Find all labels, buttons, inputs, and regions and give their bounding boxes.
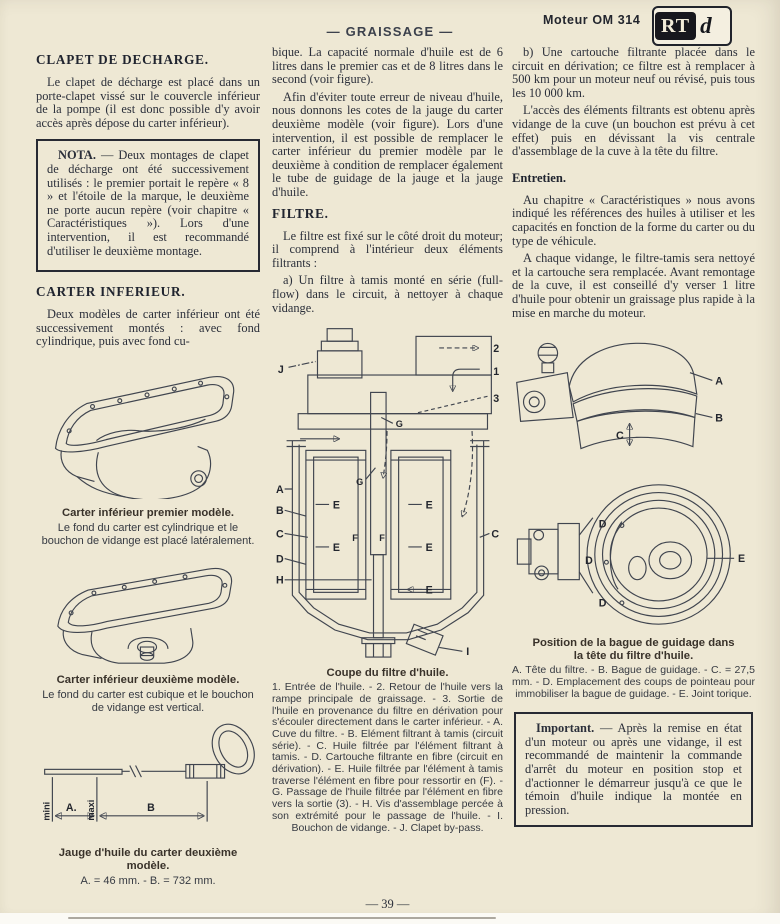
carter-paragraph: Deux modèles de carter inférieur ont été successivement montés : avec fond cylindrique, puis avec fond cu- [36, 307, 260, 349]
label-port-3: 3 [492, 393, 499, 406]
label-huile-c-right: C [490, 528, 499, 541]
filter-figure-caption: Coupe du filtre d'huile. [326, 667, 449, 680]
right-column [512, 46, 755, 827]
nota-text [47, 149, 249, 258]
left-column [36, 46, 260, 894]
label-port-1: 1 [492, 366, 499, 379]
heading-filtre: FILTRE. [272, 205, 329, 221]
jauge-paragraph: Afin d'éviter toute erreur de niveau d'huile, nous donnons les cotes de la jauge du carter deuxième modèle (voir figure). Lors d'une intervention, il est possible de remplacer le carter inférieur du premier modèle par le deuxième à condition de remplacer également le tube de guidage de la jauge et la jauge d'huile. [272, 89, 503, 199]
nota-label: NOTA. [58, 148, 96, 163]
oil-pan-first-model-drawing [39, 353, 257, 499]
label-bouchon-i: I [465, 646, 469, 659]
dipstick-drawing [36, 721, 269, 839]
figure-carter-premier-modele [36, 353, 260, 504]
label-pointeau-d: D [598, 597, 607, 610]
label-huile-e: E [332, 541, 340, 554]
figure3-caption: Jauge d'huile du carter deuxième modèle. [58, 846, 238, 872]
figure-coupe-filtre [272, 319, 503, 664]
filtre-paragraph: Le filtre est fixé sur le côté droit du moteur; il comprend à l'intérieur deux éléments filtrants : [272, 228, 503, 270]
dipstick-label-a: A. [65, 801, 77, 814]
oil-filter-cross-section-drawing [273, 319, 503, 659]
heading-clapet-de-decharge: CLAPET DE DECHARGE. [36, 52, 209, 67]
nota-body: — Deux montages de clapet de décharge ont été successivement utilisés : le premier portait le repère « 8 » et l'étoile de la marque, le deuxième ne porte aucun repère (voir chapitre « Caractéristiques »). Lors d'une intervention, il est recommandé d'utiliser le deuxième montage. [47, 148, 249, 258]
label-port-2: 2 [492, 342, 499, 355]
bague-figure-legend: A. Tête du filtre. - B. Bague de guidage. - C. = 27,5 mm. - D. Emplacement des coups de pointeau pour immobiliser la bague de guidage. - E. Joint torique. [512, 664, 755, 700]
dipstick-label-b: B [147, 801, 155, 814]
label-passage-g2: G [355, 477, 363, 488]
filter-head-drawing [512, 324, 755, 470]
capacity-paragraph: bique. La capacité normale d'huile est de 6 litres dans le premier cas et de 8 litres dans le second (voir figure). [272, 45, 503, 87]
label-huile-e: E [425, 541, 433, 554]
heading-entretien: Entretien. [512, 170, 566, 185]
bague-figure-caption [512, 637, 755, 663]
figure1-subcaption: Le fond du carter est cylindrique et le bouchon de vidange est placé latéralement. [41, 521, 255, 547]
page-title: — GRAISSAGE — [326, 24, 454, 39]
bague-caption-line2: la tête du filtre d'huile. [573, 650, 694, 663]
label-bague-b: B [715, 412, 723, 425]
figure1-caption: Carter inférieur premier modèle. [61, 506, 235, 519]
important-label: Important. [536, 721, 595, 736]
page-number: — 39 — [365, 897, 410, 911]
clapet-paragraph: Le clapet de décharge est placé dans un porte-clapet vissé sur le couvercle inférieur de la pompe (il est donc possible d'y avoir accès après dépose du carter inférieur). [36, 75, 260, 130]
figure-tete-filtre [512, 324, 755, 475]
label-cuve-a: A [275, 483, 284, 496]
acces-paragraph: L'accès des éléments filtrants est obtenu après vidange de la cuve (un bouchon est prévu à cet effet) puis en dévissant la vis centrale d'assemblage de la cuve à la tête du filtre. [512, 103, 755, 159]
heading-carter-inferieur: CARTER INFERIEUR. [36, 284, 186, 300]
rtd-logo [652, 6, 732, 46]
dipstick-label-mini: mini [41, 801, 52, 821]
important-text [525, 722, 742, 817]
vidange-paragraph: A chaque vidange, le filtre-tamis sera nettoyé et la cartouche sera remplacée. Avant remontage de la cuve, il est conseillé d'y verser 1 litre d'huile pour obtenir un graissage plus rapide à la mise en marche du moteur. [512, 251, 755, 320]
label-pointeau-d: D [585, 555, 593, 568]
label-sortie-f: F [351, 533, 358, 544]
bague-caption-line1: Position de la bague de guidage dans [532, 637, 735, 650]
label-cote-c: C [615, 429, 624, 442]
figure-bague-guidage [512, 479, 755, 634]
figure2-subcaption: Le fond du carter est cubique et le bouchon de vidange est vertical. [42, 688, 254, 714]
nota-box [36, 139, 260, 272]
figure-jauge-huile [36, 721, 260, 844]
label-huile-e: E [425, 499, 433, 512]
label-passage-g: G [395, 419, 403, 430]
label-cartouche-d: D [275, 553, 284, 566]
label-vis-h: H [275, 574, 284, 587]
rtd-logo-rt: RT [655, 12, 696, 40]
chapitre-paragraph: Au chapitre « Caractéristiques » nous avons indiqué les références des huiles à utiliser et les capacités en fonction de la forme du carter ou du type de véhicule. [512, 192, 755, 248]
label-sortie-f: F [378, 533, 385, 544]
scan-artifact-line [68, 917, 496, 919]
oil-pan-second-model-drawing [39, 554, 257, 666]
motor-model-label: Moteur OM 314 [543, 13, 641, 27]
filter-figure-legend: 1. Entrée de l'huile. - 2. Retour de l'huile vers la rampe principale de graissage. - 3. Sortie de l'huile en provenance du filtre en dérivation pour s'écouler directement dans le carter inférieur. - A. Cuve du filtre. - B. Elément filtrant à tamis (circuit série). - C. Huile filtrée par l'élément filtrant à tamis. - D. Cartouche filtrante en fibre (circuit en dérivation). - E. Huile filtrée par l'élément à tamis traverse l'élément en fibre pour ressortir en (F). - G. Passage de l'huile filtrée par l'élément en fibre vers la sortie (3). - H. Vis d'assemblage percée à son extrémité pour le passage de l'huile. - I. Bouchon de vidange. - J. Clapet by-pass. [272, 681, 503, 834]
cartouche-paragraph: b) Une cartouche filtrante placée dans le circuit en dérivation; ce filtre est à remplacer à 500 km pour un moteur neuf ou révisé, puis tous les 10 000 km. [512, 45, 755, 100]
rtd-logo-d: d [700, 13, 712, 38]
figure-carter-deuxieme-modele [36, 554, 260, 671]
label-huile-e: E [332, 499, 340, 512]
important-box [514, 712, 753, 827]
middle-column [272, 46, 503, 834]
figure2-caption: Carter inférieur deuxième modèle. [56, 673, 240, 686]
label-joint-e: E [738, 553, 746, 566]
label-tamis-b: B [275, 505, 284, 518]
label-bypass-j: J [277, 364, 284, 377]
label-pointeau-d: D [598, 518, 607, 531]
filtre-item-a-paragraph: a) Un filtre à tamis monté en série (full-flow) dans le circuit, à nettoyer à chaque vidange. [272, 273, 503, 315]
figure3-subcaption: A. = 46 mm. - B. = 732 mm. [80, 874, 216, 887]
guide-ring-drawing [512, 479, 755, 629]
dipstick-label-maxi: maxi [85, 799, 96, 821]
important-body: — Après la remise en état d'un moteur ou après une vidange, il est recommandé de maintenir la commande d'arrêt du moteur en position stop et d'actionner le démarreur jusqu'à ce que le témoin d'huile indique la montée en pression. [525, 721, 742, 817]
label-tete-a: A [715, 375, 723, 388]
label-huile-e: E [425, 584, 433, 597]
label-huile-c: C [275, 528, 284, 541]
